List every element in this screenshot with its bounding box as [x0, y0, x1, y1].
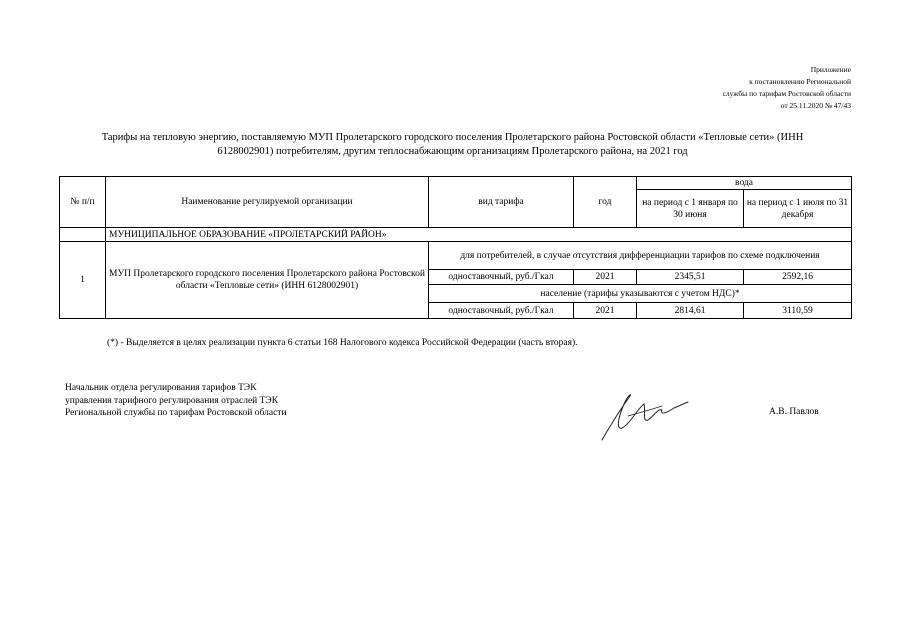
document-title — [60, 131, 845, 159]
header-tariff-type: вид тарифа — [429, 177, 574, 228]
footnote: (*) - Выделяется в целях реализации пункта 6 статьи 168 Налогового кодекса Российской Федерации (часть вторая). — [107, 338, 578, 348]
appendix-line-2: к постановлению Региональной — [749, 77, 851, 86]
population-tariff-type: одноставочный, руб./Гкал — [429, 303, 574, 319]
consumers-header: для потребителей, в случае отсутствия дифференциации тарифов по схеме подключения — [429, 242, 852, 270]
consumers-year: 2021 — [574, 270, 637, 285]
header-water: вода — [637, 177, 852, 190]
municipality-row: МУНИЦИПАЛЬНОЕ ОБРАЗОВАНИЕ «ПРОЛЕТАРСКИЙ РАЙОН» — [106, 228, 852, 242]
population-period-1-value: 2814,61 — [637, 303, 744, 319]
tariff-table — [59, 176, 852, 319]
title-line-1: Тарифы на тепловую энергию, поставляемую МУП Пролетарского городского поселения Пролетарского района Ростовской области «Тепловые сети» (ИНН — [101, 132, 804, 143]
title-line-2: 6128002901) потребителям, другим теплоснабжающим организациям Пролетарского района, на 2021 год — [217, 146, 688, 157]
population-header: население (тарифы указываются с учетом НДС)* — [429, 285, 852, 303]
header-year: год — [574, 177, 637, 228]
appendix-header — [723, 64, 851, 112]
signer-block — [65, 382, 287, 420]
row-number: 1 — [60, 242, 106, 319]
population-year: 2021 — [574, 303, 637, 319]
header-period-2: на период с 1 июля по 31 декабря — [744, 190, 852, 228]
organization-name: МУП Пролетарского городского поселения Пролетарского района Ростовской области «Тепловые сети» (ИНН 6128002901) — [106, 242, 429, 319]
appendix-line-1: Приложение — [810, 65, 851, 74]
consumers-period-2-value: 2592,16 — [744, 270, 852, 285]
consumers-tariff-type: одноставочный, руб./Гкал — [429, 270, 574, 285]
header-period-1: на период с 1 января по 30 июня — [637, 190, 744, 228]
signer-line-3: Региональной службы по тарифам Ростовской области — [65, 408, 287, 418]
header-num: № п/п — [60, 177, 106, 228]
appendix-line-3: службы по тарифам Ростовской области — [722, 89, 851, 98]
handwritten-signature — [598, 386, 693, 446]
signer-line-2: управления тарифного регулирования отраслей ТЭК — [65, 395, 279, 406]
appendix-line-4: от 25.11.2020 № 47/43 — [780, 101, 851, 110]
header-org: Наименование регулируемой организации — [106, 177, 429, 228]
population-period-2-value: 3110,59 — [744, 303, 852, 319]
signer-line-1: Начальник отдела регулирования тарифов ТЭК — [65, 383, 257, 393]
signer-name: А.В. Павлов — [769, 407, 819, 417]
consumers-period-1-value: 2345,51 — [637, 270, 744, 285]
